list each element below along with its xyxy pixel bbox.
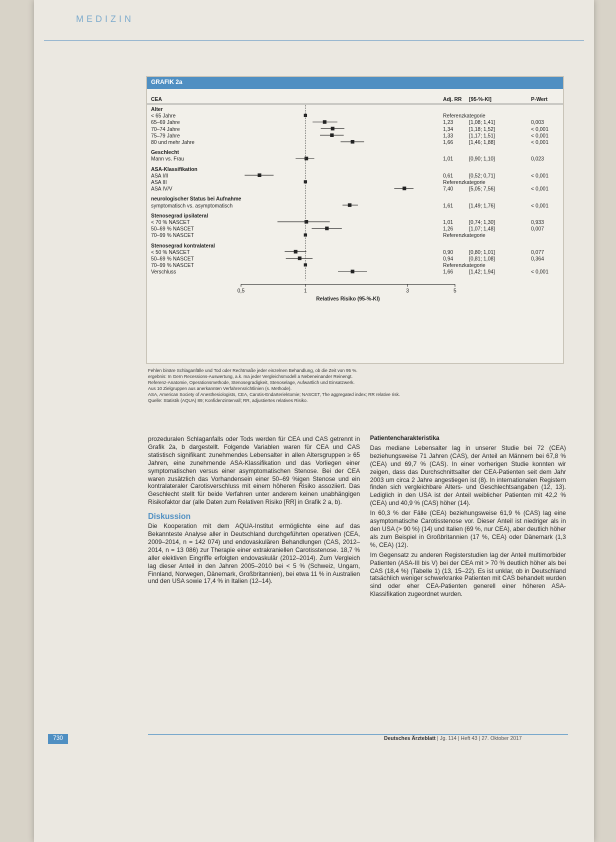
row-label: 70–99 % NASCET <box>151 233 194 240</box>
rr-value: 0,90 <box>443 249 454 256</box>
row-label: 70–99 % NASCET <box>151 263 194 270</box>
row-label: ASA IV/V <box>151 186 173 193</box>
header-rr: Adj. RR <box>443 97 462 103</box>
ci-value: [0,90; 1,10] <box>469 156 495 163</box>
reference-label: Referenzkategorie <box>443 233 486 240</box>
header-p: P-Wert <box>531 97 548 103</box>
row-label: < 70 % NASCET <box>151 220 190 226</box>
ci-value: [1,42; 1,94] <box>469 269 495 276</box>
caption-line: ASA, American Society of Anesthesiologists, CEA, Carotis-Endarteriektomie; NASCET, The aggregated index; RR relative risk. <box>148 392 401 397</box>
p-value: 0,364 <box>531 256 544 263</box>
row-label: Mann vs. Frau <box>151 156 185 163</box>
ci-value: [1,18; 1,52] <box>469 126 495 133</box>
ci-value: [5,05; 7,56] <box>469 186 495 193</box>
patient-heading: Patientencharakteristika <box>370 436 440 442</box>
journal-issue: | Jg. 114 | Heft 43 | 27. Oktober 2017 <box>437 736 522 742</box>
row-label: 75–79 Jahre <box>151 133 180 140</box>
caption-line: Aus 10 Zielgruppen aus anerkannten Verfahrensrichtlinien (s. Methode). <box>148 386 292 391</box>
journal-name: Deutsches Ärzteblatt <box>384 736 436 742</box>
x-tick-label: 5 <box>453 288 457 295</box>
caption-line: ergebnis: In Gern Recessions-Auswertung, a.k. ma jeder Vergleichsmodell a Nebeneinander Reinengt. <box>148 374 353 379</box>
point-estimate <box>331 127 335 131</box>
p-value: 0,077 <box>531 249 544 256</box>
row-label: 80 und mehr Jahre <box>151 140 195 146</box>
group-heading: ASA-Klassifikation <box>151 166 198 173</box>
row-label: 70–74 Jahre <box>151 126 180 133</box>
group-heading: neurologischer Status bei Aufnahme <box>151 196 242 203</box>
point-estimate <box>298 257 302 261</box>
row-label: < 65 Jahre <box>151 113 176 120</box>
header-rule <box>44 40 584 41</box>
rr-value: 1,23 <box>443 120 454 127</box>
reference-label: Referenzkategorie <box>443 180 486 186</box>
left-column <box>148 436 360 588</box>
point-estimate <box>294 250 298 254</box>
right-paragraph-2: In 60,3 % der Fälle (CEA) beziehungsweise 61,9 % (CAS) lag eine asymptomatische Carotisstenose vor. Dieser Anteil ist niedriger als in den USA (> 90 %) (14) und Italien (69 %, nur CEA), aber deutlich höher als zum Beispiel in Großbritannien (17 %, CEA) oder Dänemark (1,3 %, CEA) (12). <box>370 510 566 549</box>
header-ci: [95-%-KI] <box>469 97 492 103</box>
p-value: 0,023 <box>531 156 544 163</box>
p-value: < 0,001 <box>531 203 549 210</box>
page-number: 730 <box>48 734 68 744</box>
p-value: < 0,001 <box>531 173 549 180</box>
x-axis-label: Relatives Risiko (95-%-KI) <box>316 296 380 303</box>
section-label: MEDIZIN <box>76 14 134 24</box>
row-label: 50–69 % NASCET <box>151 226 194 233</box>
forest-plot-svg <box>147 89 563 361</box>
p-value: < 0,001 <box>531 186 549 193</box>
rr-value: 1,33 <box>443 133 454 140</box>
p-value: 0,007 <box>531 226 544 233</box>
ci-value: [1,08; 1,41] <box>469 120 495 127</box>
caption-line: Fehlen binäre Schlaganfälle und Tod oder Rechtmaße jeder einzelnen Behandlung, ob die Zeit von 95 %. <box>148 368 358 373</box>
results-paragraph: prozeduralen Schlaganfalls oder Tods werden für CEA und CAS getrennt in Grafik 2a, b dargestellt. Folgende Variablen waren für CEA und CAS statistisch signifikant: zunehmendes Lebensalter in allen Altersgruppen ≥ 65 Jahren, eine zunehmende ASA-Klassifikation und das Vorliegen einer symptomatischen versus einer asymptomatischen Stenose. Bei der CEA waren zusätzlich das Vorhandensein einer 50–69 %igen Stenose und ein kontralateraler Carotisverschluss mit einem höheren Risiko assoziiert. Das Geschlecht stellt für beide Verfahren unter anderem keinen unabhängigen Risikofaktor dar (alle Daten zum Relativen Risiko [RR] in Grafik 2 a, b). <box>148 436 360 507</box>
ci-value: [1,17; 1,51] <box>469 133 495 140</box>
point-estimate <box>305 220 309 224</box>
header-group: CEA <box>151 97 162 103</box>
row-label: symptomatisch vs. asymptomatisch <box>151 203 233 210</box>
point-estimate <box>403 187 407 191</box>
ci-value: [1,49; 1,76] <box>469 203 495 210</box>
p-value: < 0,001 <box>531 126 549 133</box>
row-label: 50–69 % NASCET <box>151 256 194 263</box>
right-paragraph-1: Das mediane Lebensalter lag in unserer Studie bei 72 (CEA) beziehungsweise 71 Jahren (CAS), der Anteil an Männern bei 67,8 % (CEA) und 69,7 % (CAS). In einer vorherigen Studie konnten wir zeigen, dass das Durchschnittsalter der CEA-Patienten seit dem Jahr 2003 um circa 2 Jahre angestiegen ist (8). In internationalen Registern finden sich vergleichbare Alters- und Geschlechtsangaben (12, 13). Lediglich in den USA ist der Anteil weiblicher Patienten mit 42,2 % (CEA) und 40,9 % (CAS) höher (14). <box>370 444 566 508</box>
right-column <box>370 436 566 601</box>
figure-title: GRAFIK 2a <box>147 77 563 89</box>
p-value: 0,003 <box>531 120 544 127</box>
p-value: < 0,001 <box>531 140 549 146</box>
row-label: 65–69 Jahre <box>151 120 180 127</box>
ci-value: [1,46; 1,88] <box>469 140 495 146</box>
row-label: Verschluss <box>151 269 177 276</box>
rr-value: 0,94 <box>443 256 454 263</box>
rr-value: 1,34 <box>443 126 454 133</box>
discussion-paragraph: Die Kooperation mit dem AQUA-Institut ermöglichte eine auf das Bekannteste Analyse aller in Deutschland durchgeführten operativen (CEA, 2009–2014, n = 142 074) und endovaskulären Behandlungen (CAS, 2012–2014, n = 13 086) zur Therapie einer extrakraniellen Carotisstenose. 18,7 % aller elektiven Eingriffe erfolgten endovaskulär (2012–2014). Zum Vergleich lag dieser Anteil in den Jahren 2005–2010 bei < 5 % (Schweiz, Ungarn, Finnland, Norwegen, Dänemark, Großbritannien), bei etwa 11 % in Australien und den USA sowie 17,4 % in Italien (12–14). <box>148 523 360 586</box>
p-value: 0,933 <box>531 220 544 226</box>
reference-label: Referenzkategorie <box>443 113 486 120</box>
rr-value: 1,01 <box>443 220 454 226</box>
point-estimate <box>351 140 355 144</box>
p-value: < 0,001 <box>531 133 549 140</box>
group-heading: Stenosegrad kontralateral <box>151 243 216 250</box>
rr-value: 7,40 <box>443 186 454 193</box>
figure-caption <box>148 368 562 404</box>
x-tick-label: 0,5 <box>237 288 245 295</box>
row-label: ASA III <box>151 180 167 186</box>
reference-label: Referenzkategorie <box>443 263 486 270</box>
row-label: ASA I/II <box>151 173 169 180</box>
ci-value: [0,81; 1,08] <box>469 256 495 263</box>
caption-line: Referenz-Anatomie, Operationsmethode, Stenosegradigkeit, Stenoselage, Aufwartlich und Einsatzwerk. <box>148 380 355 385</box>
point-estimate <box>305 157 309 161</box>
rr-value: 0,61 <box>443 173 454 180</box>
discussion-heading: Diskussion <box>148 512 191 522</box>
ci-value: [0,74; 1,30] <box>469 220 495 226</box>
caption-line: Quelle: Statistik (AQUA) 89; Konfidenzintervall; RR, adjustiertes relatives Risiko. <box>148 398 308 403</box>
group-heading: Stenosegrad ipsilateral <box>151 213 209 220</box>
point-estimate <box>258 173 262 177</box>
footer-rule <box>148 734 568 735</box>
ci-value: [0,52; 0,71] <box>469 173 495 180</box>
point-estimate <box>330 133 334 137</box>
point-estimate <box>323 120 327 124</box>
x-tick-label: 3 <box>406 288 409 295</box>
point-estimate <box>325 227 329 231</box>
rr-value: 1,66 <box>443 269 454 276</box>
group-heading: Geschlecht <box>151 150 179 157</box>
point-estimate <box>351 270 355 274</box>
journal-citation <box>384 736 522 742</box>
right-paragraph-3: Im Gegensatz zu anderen Registerstudien lag der Anteil multimorbider Patienten (ASA-III bis V) bei der CEA mit > 70 % deutlich höher als bei CAS (18,4 %) (Tabelle 1) (13, 15–22). Es ist unklar, ob in Deutschland tatsächlich weniger schwerkranke Patienten mit CAS behandelt wurden sind oder eher CEA-Patienten generell einer höheren ASA-Klassifikation zugeordnet wurden. <box>370 551 566 599</box>
rr-value: 1,26 <box>443 226 454 233</box>
ci-value: [0,80; 1,01] <box>469 249 495 256</box>
rr-value: 1,01 <box>443 156 454 163</box>
rr-value: 1,61 <box>443 203 454 210</box>
figure-forest-plot <box>146 76 564 364</box>
x-tick-label: 1 <box>303 288 307 295</box>
group-heading: Alter <box>151 107 163 113</box>
ci-value: [1,07; 1,48] <box>469 226 495 233</box>
point-estimate <box>348 203 352 207</box>
row-label: < 50 % NASCET <box>151 249 190 256</box>
rr-value: 1,66 <box>443 140 454 146</box>
p-value: < 0,001 <box>531 269 549 276</box>
